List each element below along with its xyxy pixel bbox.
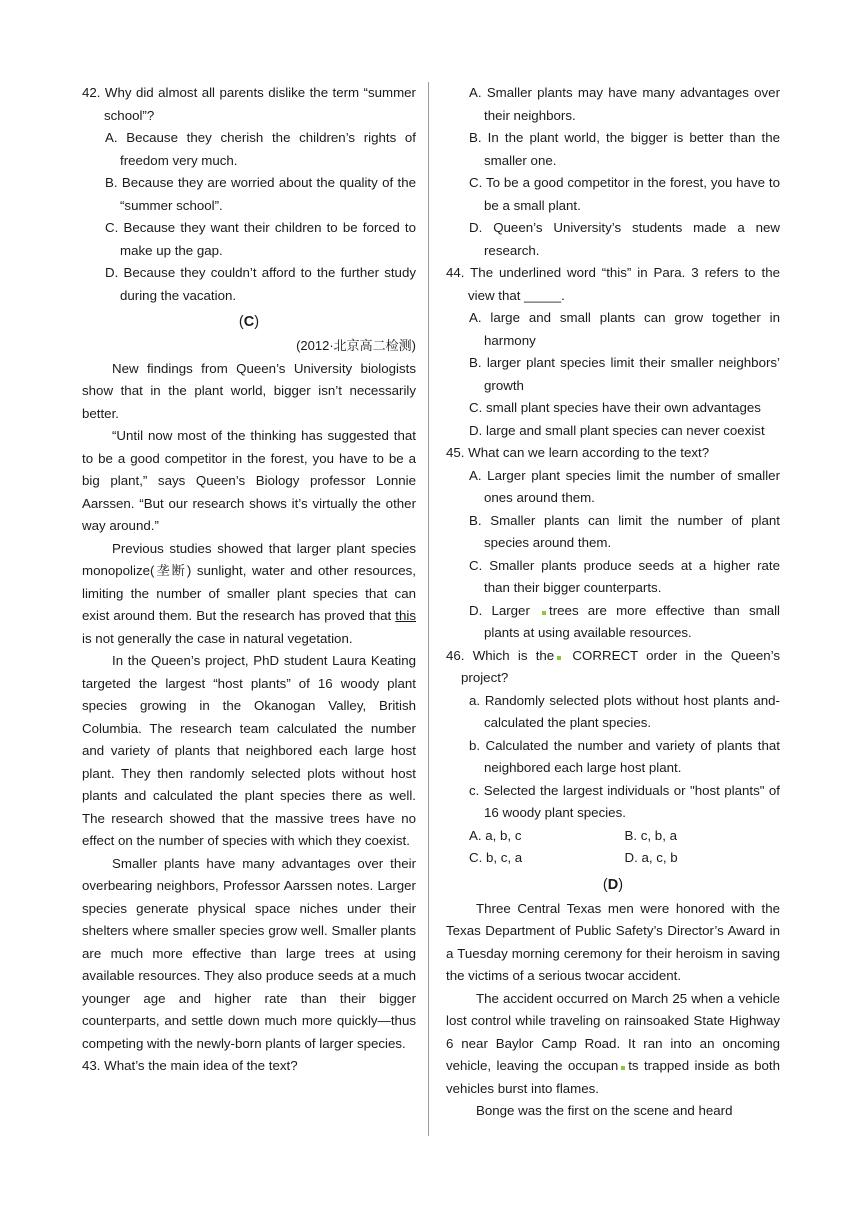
question-43-option-c: C. To be a good competitor in the forest, you have to be a small plant. (469, 175, 780, 213)
question-46-stem-end: CORRECT order in the Queen’s project? (461, 647, 780, 685)
question-44-option-b: B. larger plant species limit their smaller neighbors’ growth (469, 355, 780, 393)
question-46-stem-start: 46. Which is the (446, 647, 555, 663)
section-c-paragraph-4: In the Queen’s project, PhD student Laura Keating targeted the largest “host plants” of 16 woody plant species growing in the Okanogan Valley, British Columbia. The research team calculated the number and variety of plants that neighbored each large host plant. They then randomly selected plots without host plants and calculated the plant species there as well. The research showed that the massive trees have no effect on the number of species with which they coexist. (82, 653, 416, 848)
question-44-option-d: D. large and small plant species can never coexist (469, 422, 765, 438)
section-c-paragraph-5: Smaller plants have many advantages over their overbearing neighbors, Professor Aarssen notes. Larger species generate physical space niches under their shelters where smaller species grow well. Smaller plants are much more effective than large trees at using available resources. They also produce seeds at a much younger age and higher rate than their bigger counterparts, and settle down much more quickly—thus competing with the newly-born plants of larger species. (82, 855, 416, 1051)
left-column (82, 82, 416, 1078)
question-46-item-a: a. Randomly selected plots without host plants and-calculated the plant species. (469, 692, 780, 730)
question-44-option-c: C. small plant species have their own advantages (469, 400, 761, 415)
section-c-paragraph-2: “Until now most of the thinking has suggested that to be a good competitor in the forest, you have to be a big plant,” says Queen’s Biology professor Lonnie Aarssen. “But our research shows it’s virtually the other way around.” (82, 428, 416, 533)
question-45-option-c: C. Smaller plants produce seeds at a higher rate than their bigger counterparts. (469, 557, 780, 595)
question-45-option-a: A. Larger plant species limit the number of smaller ones around them. (469, 467, 780, 505)
option-d-end: trees are more effective than small plants at using available resources. (484, 602, 780, 640)
right-column (446, 82, 780, 1123)
question-43-option-d: D. Queen’s University’s students made a new research. (469, 220, 780, 258)
question-43-option-b: B. In the plant world, the bigger is better than the smaller one. (469, 130, 780, 168)
section-d-heading: (D) (602, 876, 624, 893)
section-d-label: D (607, 876, 619, 893)
green-marker-icon (621, 1066, 625, 1070)
question-46-item-b: b. Calculated the number and variety of plants that neighbored each large host plant. (469, 737, 780, 775)
question-46-choice-d: D. a, c, b (624, 850, 678, 865)
question-42-option-b: B. Because they are worried about the quality of the “summer school”. (105, 175, 416, 213)
green-marker-icon (542, 611, 546, 615)
section-d-paragraph-1: Three Central Texas men were honored with the Texas Department of Public Safety’s Director’s Award in a Tuesday morning ceremony for their heroism in saving the victims of a serious twocar accident. (446, 900, 780, 983)
question-43-option-a: A. Smaller plants may have many advantages over their neighbors. (469, 85, 780, 123)
section-c-label: C (243, 314, 255, 330)
section-d-paragraph-3: Bonge was the first on the scene and heard (476, 1103, 733, 1118)
question-42-option-c: C. Because they want their children to be forced to make up the gap. (105, 220, 416, 258)
paragraph-3-text-start: Previous studies showed that larger plant species monopolize(垄断) sunlight, water and other resources, limiting the number of smaller plant species that can exist around them. But the research has proved that (82, 540, 416, 623)
question-46-choice-c: C. b, c, a (469, 850, 523, 865)
section-c-paragraph-1: New findings from Queen’s University biologists show that in the plant world, bigger isn’t necessarily better. (82, 360, 416, 421)
question-46-item-c: c. Selected the largest individuals or "host plants" of 16 woody plant species. (469, 782, 780, 820)
question-45-option-d (446, 600, 780, 645)
question-42-option-a: A. Because they cherish the children’s rights of freedom very much. (105, 130, 416, 168)
question-42-stem: 42. Why did almost all parents dislike the term “summer school”? (82, 85, 416, 123)
question-46-choice-b: B. c, b, a (624, 827, 677, 843)
underlined-word-this: this (395, 608, 416, 623)
question-42-option-d: D. Because they couldn’t afford to the further study during the vacation. (105, 265, 416, 303)
paragraph-2-text-start: The accident occurred on March 25 when a vehicle lost control while traveling on rainsoaked State Highway 6 near Baylor Camp Road. It ran into an oncoming vehicle, leaving the occupan (446, 990, 780, 1073)
option-d-start: D. Larger (469, 602, 530, 618)
question-46-choice-a: A. a, b, c (469, 827, 522, 843)
section-c-paragraph-3 (82, 538, 416, 651)
column-divider (428, 82, 429, 1136)
question-46-choices-row-2 (446, 847, 780, 870)
section-d-paragraph-2 (446, 988, 780, 1101)
question-44-option-a: A. large and small plants can grow together in harmony (469, 310, 780, 348)
section-c-heading: (C) (238, 314, 260, 330)
paragraph-3-text-end: is not generally the case in natural vegetation. (82, 630, 353, 646)
question-45-option-b: B. Smaller plants can limit the number of plant species around them. (469, 512, 780, 550)
question-43-stem: 43. What’s the main idea of the text? (82, 1058, 298, 1073)
question-46-choices-row-1 (446, 825, 780, 848)
question-46-stem (446, 645, 780, 690)
section-c-source: (2012·北京高二检测) (296, 338, 416, 353)
green-marker-icon (557, 656, 561, 660)
question-45-stem: 45. What can we learn according to the text? (446, 445, 710, 460)
paragraph-2-text-end: ts trapped inside as both vehicles burst into flames. (446, 1058, 781, 1096)
question-44-stem: 44. The underlined word “this” in Para. 3 refers to the view that _____. (446, 265, 780, 303)
